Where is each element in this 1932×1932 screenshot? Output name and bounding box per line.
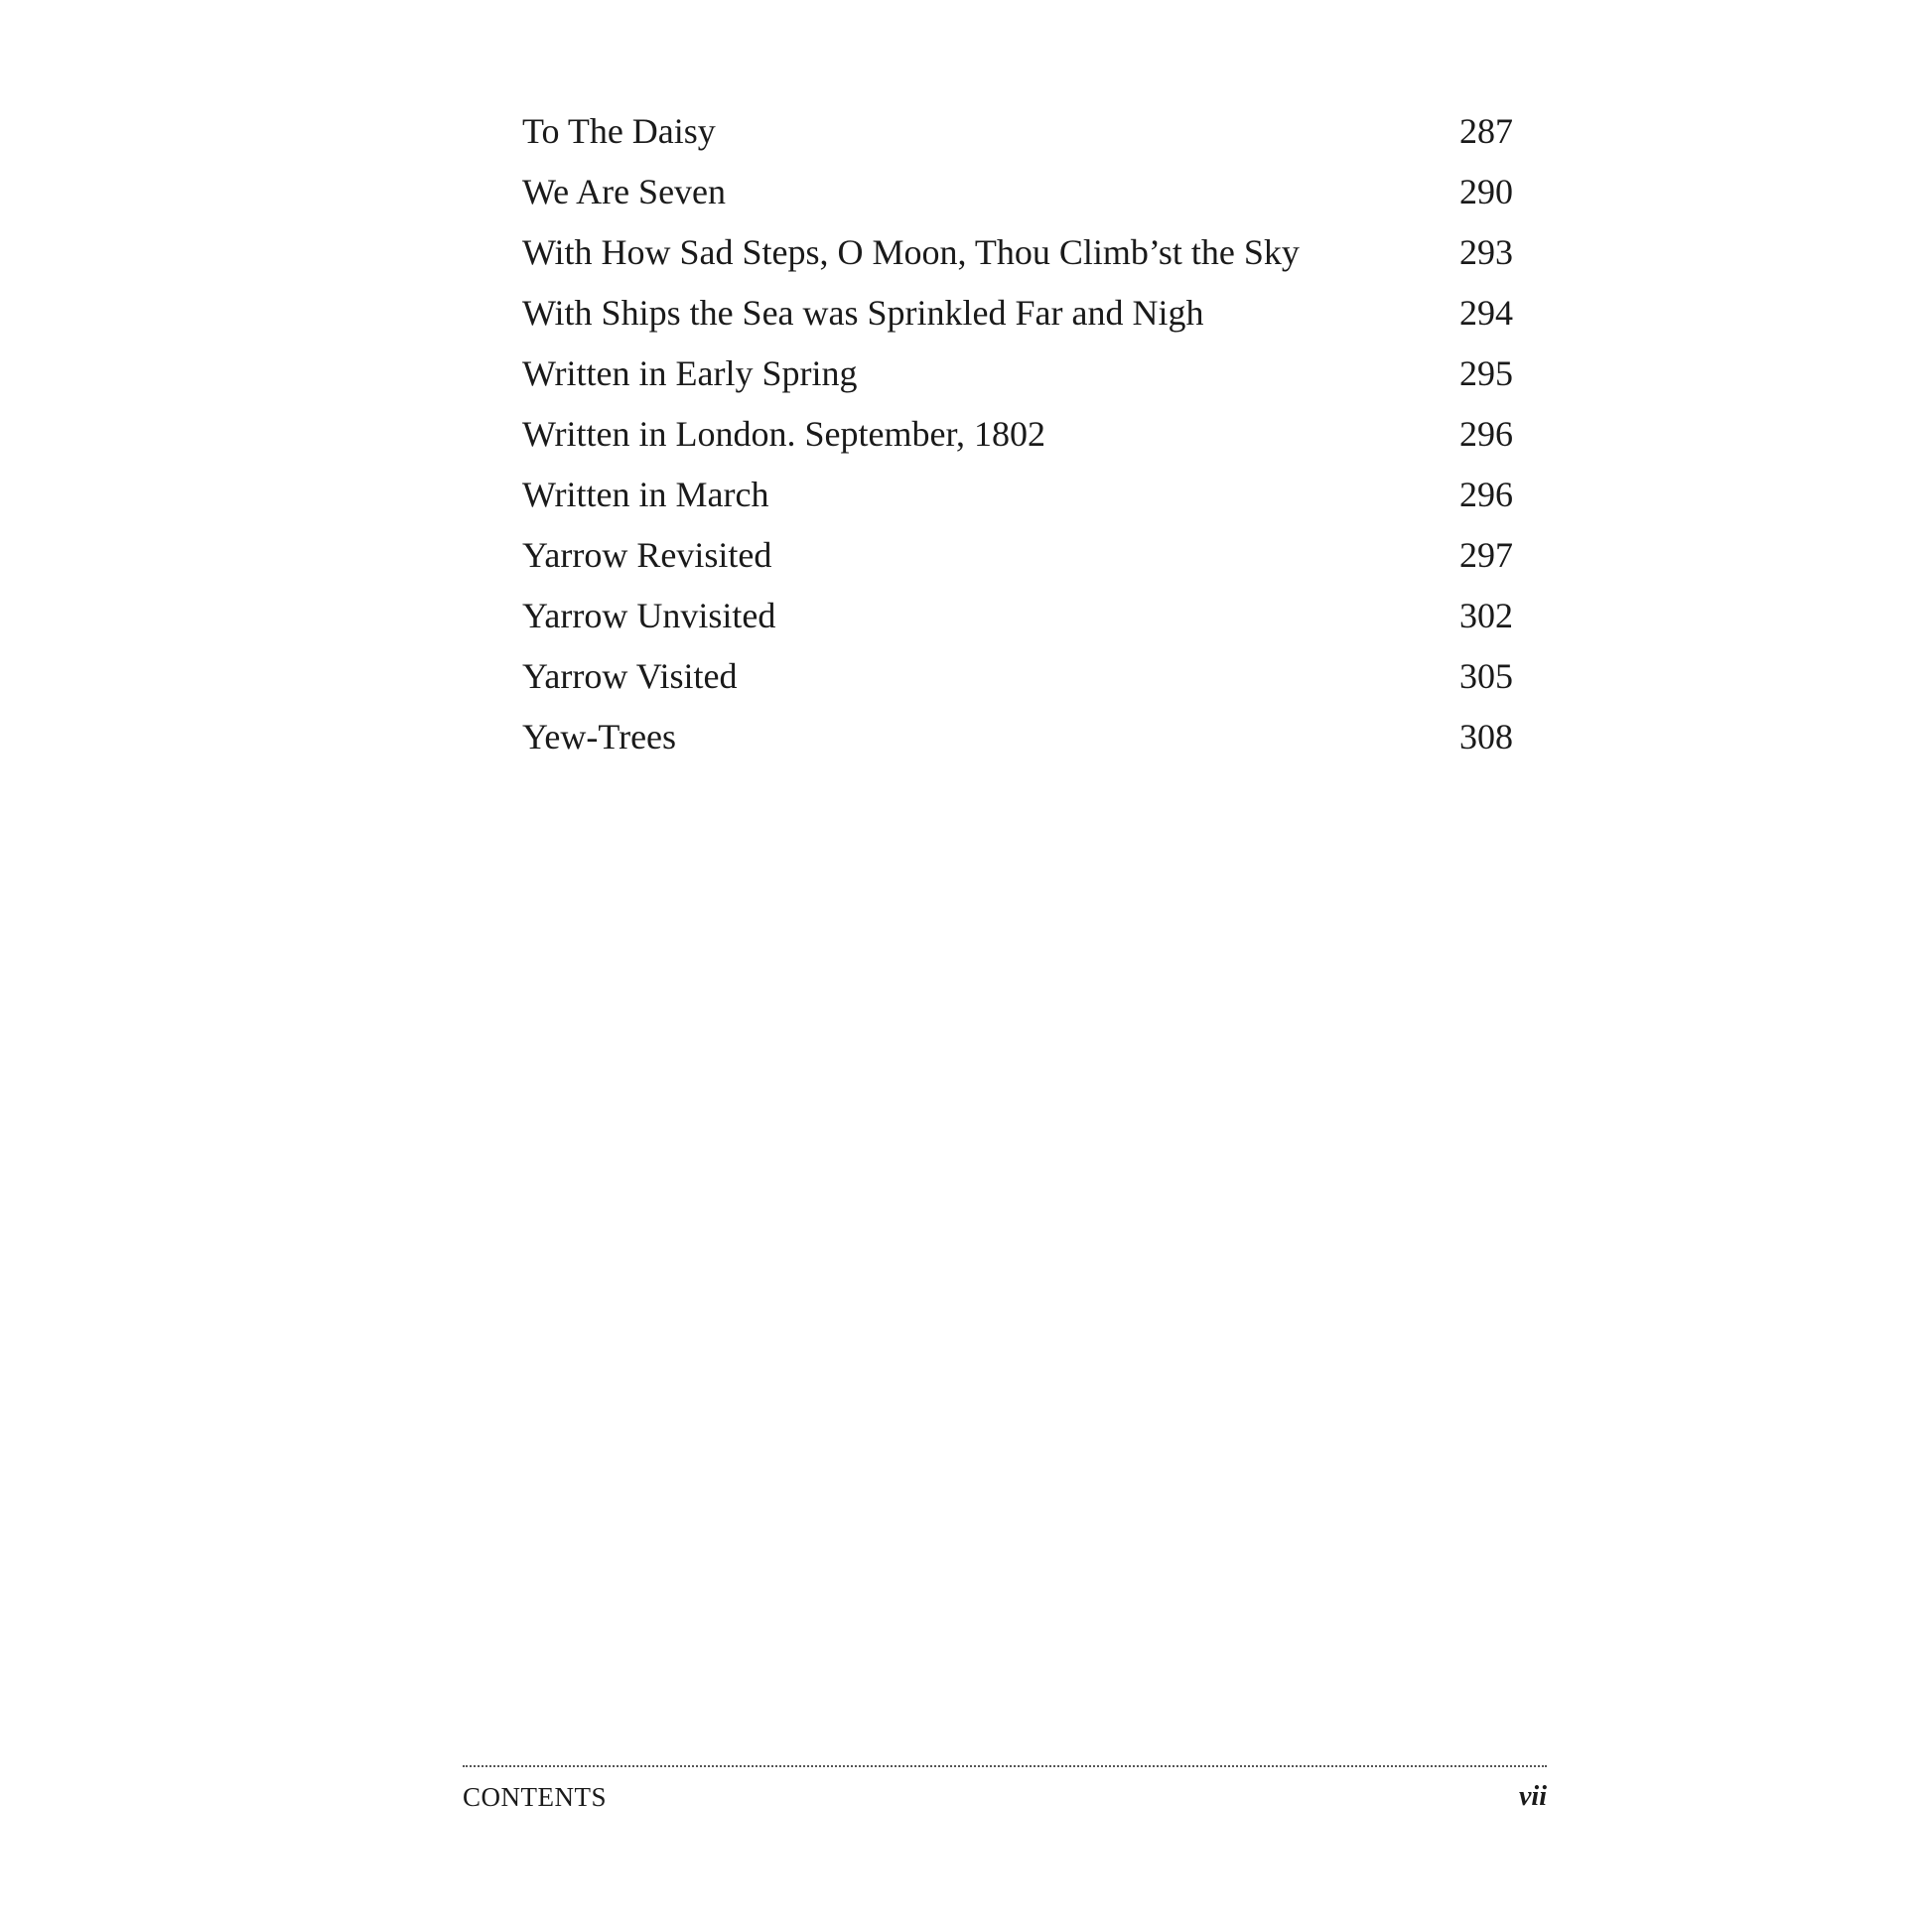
toc-entry-title: With Ships the Sea was Sprinkled Far and Nigh [522,293,1204,333]
toc-entry-title: Yarrow Visited [522,656,738,696]
toc-entry-page: 295 [1459,353,1513,393]
toc-entry-page: 296 [1459,475,1513,514]
toc-entry-page: 297 [1459,535,1513,575]
toc-entry-title: With How Sad Steps, O Moon, Thou Climb’st the Sky [522,232,1300,272]
toc-entry-page: 287 [1459,111,1513,151]
toc-entry-title: Written in March [522,475,769,514]
toc-entry-title: To The Daisy [522,111,716,151]
toc-entry [522,652,1513,713]
toc-entry-page: 308 [1459,717,1513,757]
toc-entry [522,289,1513,349]
toc-entry-title: We Are Seven [522,172,727,211]
toc-entry-title: Written in London. September, 1802 [522,414,1046,454]
toc-entry-title: Yarrow Unvisited [522,596,776,635]
toc-entry-page: 305 [1459,656,1513,696]
toc-entry [522,349,1513,410]
toc-entry [522,410,1513,471]
table-of-contents [522,107,1513,773]
toc-entry [522,713,1513,773]
toc-entry-page: 302 [1459,596,1513,635]
footer-page-number: vii [1519,1781,1547,1812]
toc-entry-page: 294 [1459,293,1513,333]
toc-entry-title: Yarrow Revisited [522,535,772,575]
toc-entry [522,531,1513,592]
toc-entry [522,471,1513,531]
toc-entry-page: 290 [1459,172,1513,211]
toc-entry [522,228,1513,289]
footer-divider [463,1765,1547,1767]
toc-entry-page: 293 [1459,232,1513,272]
toc-entry [522,107,1513,168]
toc-entry [522,592,1513,652]
toc-entry-title: Written in Early Spring [522,353,858,393]
toc-entry [522,168,1513,228]
footer-section-label: CONTENTS [463,1782,607,1812]
toc-entry-page: 296 [1459,414,1513,454]
toc-entry-title: Yew-Trees [522,717,677,757]
